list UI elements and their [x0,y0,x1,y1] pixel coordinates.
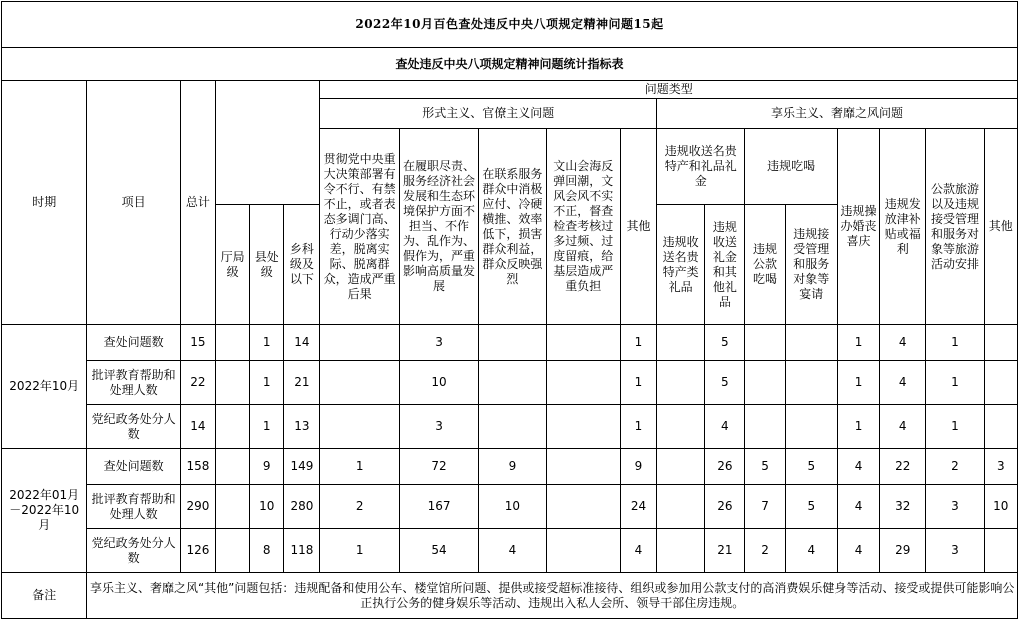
ting-cell [216,325,250,361]
xiang-cell: 14 [284,325,320,361]
formalism-1-cell [320,405,399,449]
header-formalism-2: 在履职尽责、服务经济社会发展和生态环境保护方面不担当、不作为、乱作为、假作为，严重影响高质量发展 [399,129,478,325]
eat-1-cell: 2 [745,529,785,573]
period-cell: 2022年01月－2022年10月 [2,449,87,573]
formalism-2-cell: 72 [399,449,478,485]
ting-cell [216,361,250,405]
header-item: 项目 [87,81,180,325]
formalism-other-cell: 1 [620,325,656,361]
header-hedonism-group: 享乐主义、奢靡之风问题 [657,99,1018,129]
allowance-cell: 4 [880,325,926,361]
table-row [2,361,1018,405]
xian-cell: 1 [250,361,284,405]
xiang-cell: 13 [284,405,320,449]
formalism-4-cell [546,325,620,361]
table-title: 2022年10月百色查处违反中央八项规定精神问题15起 [2,2,1018,48]
xiang-cell: 21 [284,361,320,405]
table-row [2,449,1018,485]
total-cell: 290 [180,485,215,529]
ting-cell [216,529,250,573]
gift-2-cell: 21 [705,529,745,573]
xian-cell: 1 [250,405,284,449]
eat-1-cell [745,325,785,361]
travel-cell: 1 [926,361,984,405]
gift-1-cell [657,405,705,449]
table-row [2,529,1018,573]
formalism-2-cell: 167 [399,485,478,529]
wedding-cell: 1 [837,405,879,449]
formalism-4-cell [546,405,620,449]
gift-2-cell: 5 [705,361,745,405]
xiang-cell: 149 [284,449,320,485]
gift-2-cell: 4 [705,405,745,449]
item-cell: 批评教育帮助和处理人数 [87,361,180,405]
total-cell: 158 [180,449,215,485]
wedding-cell: 4 [837,529,879,573]
note-label: 备注 [2,573,87,619]
formalism-other-cell: 1 [620,361,656,405]
hedonism-other-cell [984,405,1017,449]
item-cell: 党纪政务处分人数 [87,405,180,449]
formalism-4-cell [546,361,620,405]
hedonism-other-cell: 3 [984,449,1017,485]
formalism-other-cell: 9 [620,449,656,485]
gift-1-cell [657,325,705,361]
travel-cell: 1 [926,325,984,361]
eat-2-cell [785,361,837,405]
formalism-2-cell: 10 [399,361,478,405]
gift-2-cell: 26 [705,449,745,485]
wedding-cell: 1 [837,325,879,361]
hedonism-other-cell [984,325,1017,361]
xian-cell: 10 [250,485,284,529]
header-eat-group: 违规吃喝 [745,129,837,205]
header-allowance: 违规发放津补贴或福利 [880,129,926,325]
table-row [2,325,1018,361]
header-travel: 公款旅游以及违规接受管理和服务对象等旅游活动安排 [926,129,984,325]
eat-2-cell [785,325,837,361]
gift-1-cell [657,449,705,485]
header-formalism-1: 贯彻党中央重大决策部署有令不行、有禁不止，或者表态多调门高、行动少落实差，脱离实际、脱离群众，造成严重后果 [320,129,399,325]
travel-cell: 1 [926,405,984,449]
header-xiang: 乡科级及以下 [284,205,320,325]
eat-1-cell: 7 [745,485,785,529]
total-cell: 15 [180,325,215,361]
header-gift-1: 违规收送名贵特产类礼品 [657,205,705,325]
header-gift-group: 违规收送名贵特产和礼品礼金 [657,129,745,205]
header-hedonism-other: 其他 [984,129,1017,325]
formalism-1-cell [320,361,399,405]
header-problem-type: 问题类型 [320,81,1018,99]
travel-cell: 3 [926,529,984,573]
xian-cell: 1 [250,325,284,361]
gift-2-cell: 5 [705,325,745,361]
allowance-cell: 29 [880,529,926,573]
wedding-cell: 1 [837,361,879,405]
eat-1-cell [745,361,785,405]
total-cell: 126 [180,529,215,573]
header-formalism-other: 其他 [620,129,656,325]
gift-1-cell [657,361,705,405]
item-cell: 批评教育帮助和处理人数 [87,485,180,529]
formalism-2-cell: 3 [399,325,478,361]
table-row [2,485,1018,529]
ting-cell [216,485,250,529]
ting-cell [216,405,250,449]
header-ting: 厅局级 [216,205,250,325]
eat-2-cell: 5 [785,449,837,485]
formalism-other-cell: 1 [620,405,656,449]
hedonism-other-cell [984,361,1017,405]
formalism-3-cell [479,361,546,405]
wedding-cell: 4 [837,485,879,529]
gift-2-cell: 26 [705,485,745,529]
item-cell: 查处问题数 [87,325,180,361]
header-formalism-3: 在联系服务群众中消极应付、冷硬横推、效率低下，损害群众利益，群众反映强烈 [479,129,546,325]
formalism-other-cell: 4 [620,529,656,573]
formalism-3-cell: 4 [479,529,546,573]
allowance-cell: 22 [880,449,926,485]
formalism-2-cell: 54 [399,529,478,573]
total-cell: 22 [180,361,215,405]
eat-1-cell [745,405,785,449]
gift-1-cell [657,529,705,573]
eat-1-cell: 5 [745,449,785,485]
header-gift-2: 违规收送礼金和其他礼品 [705,205,745,325]
header-wedding: 违规操办婚丧喜庆 [837,129,879,325]
item-cell: 党纪政务处分人数 [87,529,180,573]
header-eat-2: 违规接受管理和服务对象等宴请 [785,205,837,325]
gift-1-cell [657,485,705,529]
eat-2-cell: 4 [785,529,837,573]
ting-cell [216,449,250,485]
formalism-3-cell: 10 [479,485,546,529]
formalism-3-cell [479,325,546,361]
header-period: 时期 [2,81,87,325]
table-row [2,405,1018,449]
travel-cell: 3 [926,485,984,529]
header-total: 总计 [180,81,215,325]
formalism-4-cell [546,485,620,529]
formalism-1-cell [320,325,399,361]
header-formalism-4: 文山会海反弹回潮，文风会风不实不正，督查检查考核过多过频、过度留痕，给基层造成严重负担 [546,129,620,325]
travel-cell: 2 [926,449,984,485]
formalism-4-cell [546,449,620,485]
xiang-cell: 280 [284,485,320,529]
header-formalism-group: 形式主义、官僚主义问题 [320,99,657,129]
total-cell: 14 [180,405,215,449]
statistics-table [1,1,1018,619]
formalism-1-cell: 1 [320,529,399,573]
formalism-2-cell: 3 [399,405,478,449]
period-cell: 2022年10月 [2,325,87,449]
formalism-1-cell: 1 [320,449,399,485]
formalism-1-cell: 2 [320,485,399,529]
item-cell: 查处问题数 [87,449,180,485]
hedonism-other-cell: 10 [984,485,1017,529]
formalism-3-cell [479,405,546,449]
header-level-blank [216,81,320,205]
table-subtitle: 查处违反中央八项规定精神问题统计指标表 [2,48,1018,81]
allowance-cell: 4 [880,405,926,449]
formalism-3-cell: 9 [479,449,546,485]
eat-2-cell [785,405,837,449]
header-eat-1: 违规公款吃喝 [745,205,785,325]
xiang-cell: 118 [284,529,320,573]
eat-2-cell: 5 [785,485,837,529]
formalism-other-cell: 24 [620,485,656,529]
xian-cell: 9 [250,449,284,485]
formalism-4-cell [546,529,620,573]
note-text: 享乐主义、奢靡之风“其他”问题包括：违规配备和使用公车、楼堂馆所问题、提供或接受超标准接待、组织或参加用公款支付的高消费娱乐健身等活动、接受或提供可能影响公正执行公务的健身娱乐等活动、违规出入私人会所、领导干部住房违规。 [87,573,1018,619]
wedding-cell: 4 [837,449,879,485]
hedonism-other-cell [984,529,1017,573]
xian-cell: 8 [250,529,284,573]
allowance-cell: 4 [880,361,926,405]
header-xian: 县处级 [250,205,284,325]
allowance-cell: 32 [880,485,926,529]
